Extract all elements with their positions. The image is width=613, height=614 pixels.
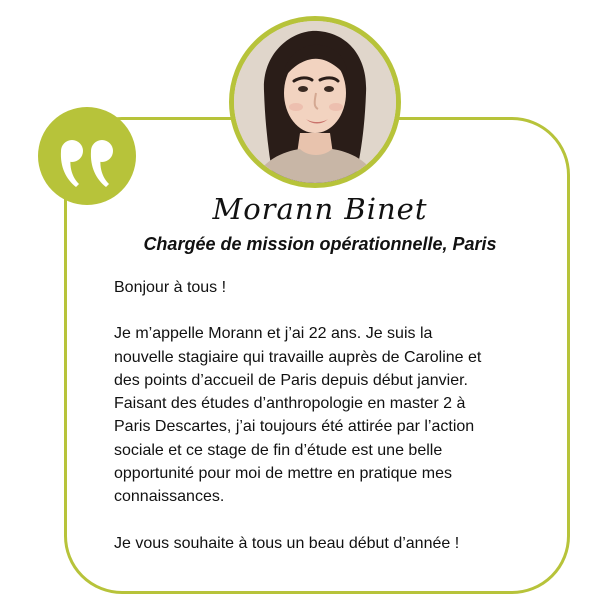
person-photo-icon: [234, 21, 396, 183]
person-role: Chargée de mission opérationnelle, Paris: [143, 234, 497, 254]
quote-marks-icon: [38, 107, 136, 205]
paragraph-line: Je m’appelle Morann et j’ai 22 ans. Je suis la: [114, 325, 433, 343]
message-body: [114, 276, 554, 555]
paragraph-line: connaissances.: [114, 488, 225, 506]
paragraph-line: opportunité pour moi de mettre en pratique mes: [114, 465, 452, 483]
greeting-text: Bonjour à tous !: [114, 279, 227, 296]
paragraph-line: Faisant des études d’anthropologie en master 2 à: [114, 395, 466, 413]
paragraph-line: Paris Descartes, j’ai toujours été attirée par l’action: [114, 418, 475, 436]
paragraph-line: nouvelle stagiaire qui travaille auprès de Caroline et: [114, 348, 482, 366]
paragraph-line: sociale et ce stage de fin d’étude est une belle: [114, 441, 443, 459]
quote-badge: [38, 107, 136, 205]
message-paragraph: [114, 322, 554, 508]
avatar: [229, 16, 401, 188]
paragraph-line: des points d’accueil de Paris depuis début janvier.: [114, 371, 468, 389]
closing-text: Je vous souhaite à tous un beau début d’année !: [114, 534, 460, 552]
person-name: Morann Binet: [212, 192, 428, 226]
